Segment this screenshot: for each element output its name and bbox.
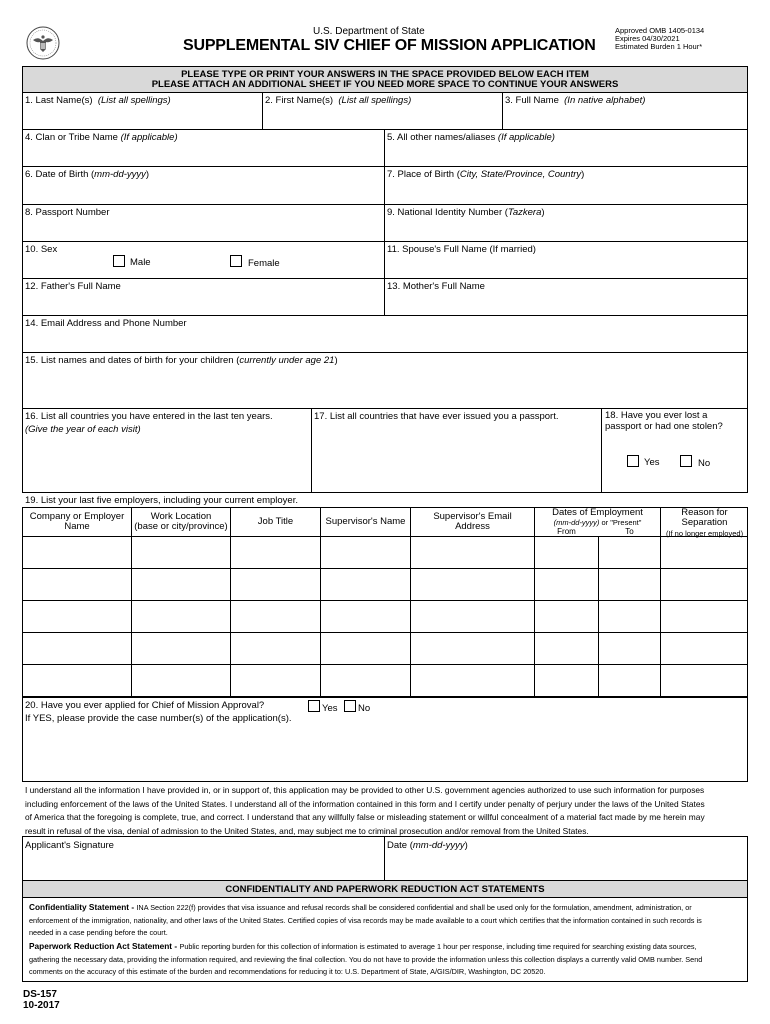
pob-label: 7. Place of Birth ( bbox=[387, 169, 460, 180]
spouse-name-label: 11. Spouse's Full Name (If married) bbox=[387, 244, 536, 255]
employer-row-5-employer-name-cell[interactable] bbox=[23, 665, 131, 696]
paperwork-reduction-line-1: Public reporting burden for this collection of information is estimated to average 1 hour per response, including time required for searching existing data sources, bbox=[179, 942, 697, 951]
spouse-name-field[interactable] bbox=[385, 242, 747, 278]
employer-row-3-work-location-cell[interactable] bbox=[132, 601, 230, 632]
first-name-hint: (List all spellings) bbox=[338, 95, 412, 106]
paperwork-reduction-statement bbox=[29, 940, 744, 979]
statements-heading: CONFIDENTIALITY AND PAPERWORK REDUCTION ACT STATEMENTS bbox=[225, 884, 545, 895]
coma-no-label: No bbox=[358, 703, 371, 714]
employer-row-3-employer-name-cell[interactable] bbox=[23, 601, 131, 632]
confidentiality-title: Confidentiality Statement - bbox=[29, 902, 137, 912]
instructions-banner bbox=[22, 66, 748, 92]
coma-yes-checkbox[interactable] bbox=[308, 700, 320, 712]
children-label: 15. List names and dates of birth for your children ( bbox=[25, 355, 240, 366]
employer-row-5-work-location-cell[interactable] bbox=[132, 665, 230, 696]
employer-row-1-employer-name-cell[interactable] bbox=[23, 537, 131, 568]
coma-case-number-label: If YES, please provide the case number(s) of the application(s). bbox=[25, 713, 292, 724]
col-work-location-line-1: Work Location bbox=[150, 511, 212, 522]
lost-passport-no-label: No bbox=[698, 458, 711, 469]
employers-label: 19. List your last five employers, including your current employer. bbox=[25, 495, 298, 506]
employer-row-4-employer-name-cell[interactable] bbox=[23, 633, 131, 664]
form-number: DS-157 bbox=[23, 989, 57, 1000]
employer-row-3-date-to-cell[interactable] bbox=[599, 601, 660, 632]
employer-row-1-date-from-cell[interactable] bbox=[535, 537, 598, 568]
employer-row-2-reason-separation-cell[interactable] bbox=[661, 569, 748, 600]
passport-number-field[interactable] bbox=[23, 205, 384, 241]
national-id-field[interactable] bbox=[385, 205, 747, 241]
lost-passport-no-checkbox[interactable] bbox=[680, 455, 692, 467]
paperwork-reduction-title: Paperwork Reduction Act Statement - bbox=[29, 941, 180, 951]
lost-passport-yes-checkbox[interactable] bbox=[627, 455, 639, 467]
applicant-signature-field[interactable] bbox=[23, 837, 384, 880]
employer-row-4-supervisor-name-cell[interactable] bbox=[321, 633, 410, 664]
passport-countries-label: 17. List all countries that have ever issued you a passport. bbox=[314, 411, 559, 422]
col-reason-separation bbox=[661, 508, 748, 539]
lost-passport-yes-label: Yes bbox=[644, 457, 660, 468]
employer-row-2-date-from-cell[interactable] bbox=[535, 569, 598, 600]
omb-approval: Approved OMB 1405-0134 bbox=[615, 26, 705, 35]
father-name-field[interactable] bbox=[23, 279, 384, 315]
employer-row-3-date-from-cell[interactable] bbox=[535, 601, 598, 632]
place-of-birth-field[interactable] bbox=[385, 167, 747, 204]
passport-number-label: 8. Passport Number bbox=[25, 207, 110, 218]
national-id-hint: Tazkera bbox=[507, 207, 542, 218]
col-job-title: Job Title bbox=[257, 516, 294, 527]
employer-row-3-supervisor-name-cell[interactable] bbox=[321, 601, 410, 632]
paperwork-reduction-line-3: comments on the accuracy of this estimate of the burden and recommendations for reducing it to: U.S. Department of State, A/GIS/DIR, Washington, DC 20520. bbox=[29, 967, 546, 976]
last-name-label: 1. Last Name(s) bbox=[25, 95, 93, 106]
signature-date-field[interactable] bbox=[385, 837, 747, 880]
children-close: ) bbox=[334, 355, 338, 366]
employer-row-2-supervisor-name-cell[interactable] bbox=[321, 569, 410, 600]
instructions-line-2: PLEASE ATTACH AN ADDITIONAL SHEET IF YOU NEED MORE SPACE TO CONTINUE YOUR ANSWERS bbox=[151, 79, 619, 90]
employer-row-2-employer-name-cell[interactable] bbox=[23, 569, 131, 600]
paperwork-reduction-line-2: gathering the necessary data, providing the information required, and reviewing the final collection. You do not have to provide the information unless this collection displays a currently valid OMB number. Send bbox=[29, 954, 703, 964]
native-full-name-field[interactable] bbox=[503, 93, 747, 129]
employer-row-2-job-title-cell[interactable] bbox=[231, 569, 320, 600]
employer-row-1-supervisor-email-cell[interactable] bbox=[411, 537, 534, 568]
confidentiality-statement bbox=[29, 901, 744, 940]
mother-name-label: 13. Mother's Full Name bbox=[387, 281, 485, 292]
clan-tribe-hint: (If applicable) bbox=[120, 132, 178, 143]
lost-passport-question-line-2: passport or had one stolen? bbox=[605, 421, 723, 432]
certification-line-1: I understand all the information I have provided in, or in support of, this application may be provided to other U.S. government agencies authorized to use such information for purposes bbox=[25, 785, 705, 795]
last-name-hint: (List all spellings) bbox=[97, 95, 171, 106]
employer-row-1-reason-separation-cell[interactable] bbox=[661, 537, 748, 568]
lost-passport-question-line-1: 18. Have you ever lost a bbox=[605, 410, 708, 421]
employer-row-2-work-location-cell[interactable] bbox=[132, 569, 230, 600]
certification-line-3: of America that the foregoing is complete, true, and correct. I understand that any willfully false or misleading statement or willful concealment of a material fact made by me herein may bbox=[25, 812, 705, 822]
signature-date-label: Date ( bbox=[387, 840, 413, 851]
col-employer-name-line-1: Company or Employer bbox=[29, 511, 125, 522]
form-title: SUPPLEMENTAL SIV CHIEF OF MISSION APPLICATION bbox=[183, 37, 596, 54]
employer-row-4-supervisor-email-cell[interactable] bbox=[411, 633, 534, 664]
dob-hint: mm-dd-yyyy bbox=[94, 169, 146, 180]
countries-entered-label: 16. List all countries you have entered in the last ten years. bbox=[25, 411, 273, 422]
employer-row-5-date-from-cell[interactable] bbox=[535, 665, 598, 696]
coma-question-label: 20. Have you ever applied for Chief of Mission Approval? bbox=[25, 700, 265, 711]
national-id-close: ) bbox=[541, 207, 545, 218]
col-reason-line-3: (If no longer employed) bbox=[665, 529, 744, 538]
employer-row-5-supervisor-email-cell[interactable] bbox=[411, 665, 534, 696]
countries-entered-hint: (Give the year of each visit) bbox=[25, 424, 141, 435]
applicant-signature-label: Applicant's Signature bbox=[25, 840, 114, 851]
employer-row-4-reason-separation-cell[interactable] bbox=[661, 633, 748, 664]
sex-male-label: Male bbox=[130, 257, 151, 268]
employer-row-1-date-to-cell[interactable] bbox=[599, 537, 660, 568]
employer-row-3-job-title-cell[interactable] bbox=[231, 601, 320, 632]
col-dates-to: To bbox=[625, 527, 634, 536]
signature-date-close: ) bbox=[464, 840, 468, 851]
countries-entered-field[interactable] bbox=[23, 409, 311, 492]
sex-male-checkbox[interactable] bbox=[113, 255, 125, 267]
form-revision: 10-2017 bbox=[23, 1000, 60, 1011]
employer-row-5-reason-separation-cell[interactable] bbox=[661, 665, 748, 696]
col-supervisor-email-line-2: Address bbox=[455, 521, 490, 532]
children-hint: currently under age 21 bbox=[239, 355, 335, 366]
statements-heading-bar bbox=[22, 880, 748, 898]
native-full-name-label: 3. Full Name bbox=[505, 95, 559, 106]
first-name-field[interactable] bbox=[263, 93, 502, 129]
national-id-label: 9. National Identity Number ( bbox=[387, 207, 508, 218]
aliases-field[interactable] bbox=[385, 130, 747, 166]
email-phone-field[interactable] bbox=[23, 316, 747, 352]
col-dates-from: From bbox=[557, 527, 576, 536]
employer-row-4-date-to-cell[interactable] bbox=[599, 633, 660, 664]
date-of-birth-field[interactable] bbox=[23, 167, 384, 204]
pob-close: ) bbox=[581, 169, 585, 180]
email-phone-label: 14. Email Address and Phone Number bbox=[25, 318, 187, 329]
sex-female-label: Female bbox=[248, 258, 280, 269]
employer-row-4-job-title-cell[interactable] bbox=[231, 633, 320, 664]
confidentiality-line-3: needed in a case pending before the court. bbox=[29, 928, 168, 937]
employer-row-5-job-title-cell[interactable] bbox=[231, 665, 320, 696]
col-work-location-line-2: (base or city/province) bbox=[134, 521, 228, 532]
sex-female-checkbox[interactable] bbox=[230, 255, 242, 267]
passport-countries-field[interactable] bbox=[312, 409, 601, 492]
employer-row-3-supervisor-email-cell[interactable] bbox=[411, 601, 534, 632]
col-dates-title: Dates of Employment bbox=[552, 507, 643, 518]
mother-name-field[interactable] bbox=[385, 279, 747, 315]
employer-row-3-reason-separation-cell[interactable] bbox=[661, 601, 748, 632]
children-field[interactable] bbox=[23, 353, 747, 408]
dob-close: ) bbox=[145, 169, 150, 180]
col-reason-line-1: Reason for bbox=[681, 507, 728, 518]
employer-row-1-supervisor-name-cell[interactable] bbox=[321, 537, 410, 568]
employer-row-2-date-to-cell[interactable] bbox=[599, 569, 660, 600]
aliases-label: 5. All other names/aliases bbox=[387, 132, 496, 143]
employer-row-1-work-location-cell[interactable] bbox=[132, 537, 230, 568]
omb-expiration: Expires 04/30/2021 bbox=[615, 34, 680, 43]
certification-text bbox=[25, 784, 745, 838]
employer-row-5-supervisor-name-cell[interactable] bbox=[321, 665, 410, 696]
employer-row-5-date-to-cell[interactable] bbox=[599, 665, 660, 696]
col-dates-format-rest: or "Present" bbox=[599, 518, 642, 527]
coma-no-checkbox[interactable] bbox=[344, 700, 356, 712]
coma-yes-label: Yes bbox=[322, 703, 338, 714]
employer-row-4-date-from-cell[interactable] bbox=[535, 633, 598, 664]
instructions-line-1: PLEASE TYPE OR PRINT YOUR ANSWERS IN THE SPACE PROVIDED BELOW EACH ITEM bbox=[181, 69, 589, 80]
col-supervisor-name: Supervisor's Name bbox=[325, 516, 406, 527]
confidentiality-line-1: INA Section 222(f) provides that visa issuance and refusal records shall be considered confidential and shall be used only for the formulation, amendment, administration, or bbox=[136, 903, 692, 912]
sex-label: 10. Sex bbox=[25, 244, 58, 255]
employer-row-4-work-location-cell[interactable] bbox=[132, 633, 230, 664]
signature-date-hint: mm-dd-yyyy bbox=[412, 840, 465, 851]
col-supervisor-email-line-1: Supervisor's Email bbox=[433, 511, 512, 522]
father-name-label: 12. Father's Full Name bbox=[25, 281, 121, 292]
employer-row-2-supervisor-email-cell[interactable] bbox=[411, 569, 534, 600]
first-name-label: 2. First Name(s) bbox=[265, 95, 334, 106]
col-reason-line-2: Separation bbox=[681, 517, 728, 528]
col-supervisor-email bbox=[411, 512, 534, 532]
employer-row-1-job-title-cell[interactable] bbox=[231, 537, 320, 568]
pob-hint: City, State/Province, Country bbox=[459, 169, 582, 180]
estimated-burden: Estimated Burden 1 Hour* bbox=[615, 42, 703, 51]
coma-case-number-field[interactable] bbox=[23, 726, 747, 781]
col-dates-format-hint: (mm-dd-yyyy) bbox=[553, 518, 600, 527]
dob-label: 6. Date of Birth ( bbox=[25, 169, 95, 180]
col-employer-name-line-2: Name bbox=[64, 521, 90, 532]
us-state-department-seal-icon bbox=[26, 26, 60, 60]
col-work-location bbox=[132, 512, 230, 532]
agency-name: U.S. Department of State bbox=[313, 26, 425, 37]
col-employer-name bbox=[23, 512, 131, 532]
last-name-field[interactable] bbox=[23, 93, 262, 129]
clan-tribe-label: 4. Clan or Tribe Name bbox=[25, 132, 118, 143]
certification-line-2: including enforcement of the laws of the United States. I understand all of the information contained in this form and I certify under penalty of perjury under the laws of the United States bbox=[25, 798, 705, 809]
col-dates-of-employment bbox=[535, 508, 660, 528]
confidentiality-line-2: enforcement of the immigration, nationality, and other laws of the United States. Certified copies of visa records may be made available to a court which certifies that the information contained in such records is bbox=[29, 915, 702, 925]
certification-line-4: result in refusal of the visa, denial of admission to the United States, and, may subject me to criminal prosecution and/or removal from the United States. bbox=[25, 825, 589, 836]
clan-tribe-field[interactable] bbox=[23, 130, 384, 166]
aliases-hint: (If applicable) bbox=[497, 132, 555, 143]
native-full-name-hint: (In native alphabet) bbox=[564, 95, 646, 106]
